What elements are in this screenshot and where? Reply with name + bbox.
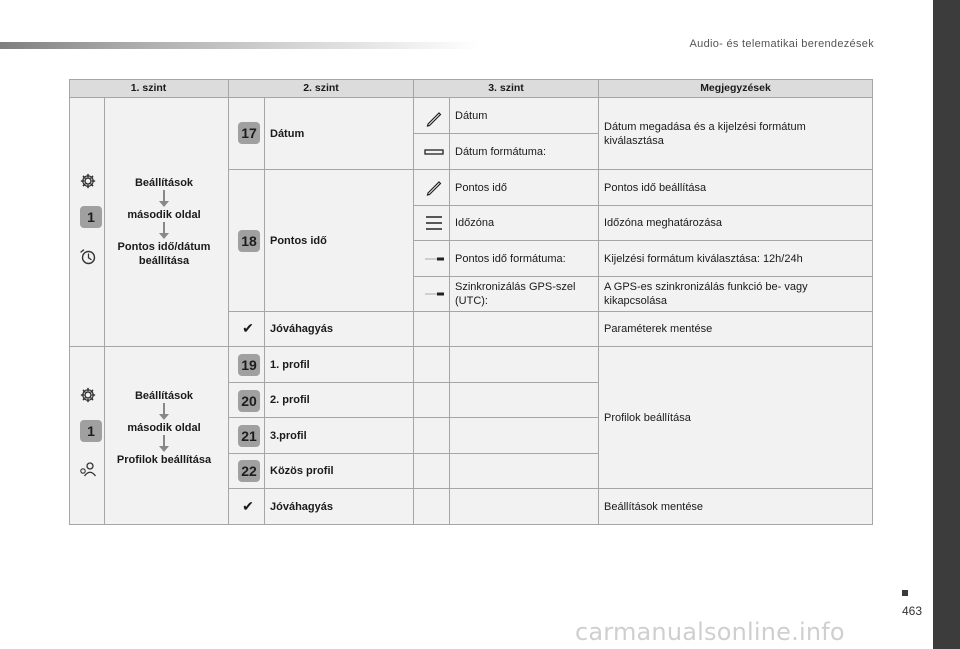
sub-time-format: Pontos idő formátuma: xyxy=(450,241,599,277)
row-date-label: Dátum xyxy=(265,98,414,170)
path-step: Beállítások xyxy=(134,177,194,189)
empty-cell xyxy=(450,312,599,347)
page-header-title: Audio- és telematikai berendezések xyxy=(689,38,874,50)
empty-cell xyxy=(414,489,450,525)
empty-cell xyxy=(450,454,599,489)
header-level1: 1. szint xyxy=(69,79,229,98)
section2-path xyxy=(104,389,224,467)
clock-icon xyxy=(78,247,98,267)
empty-cell xyxy=(414,312,450,347)
note-confirm: Paraméterek mentése xyxy=(599,312,873,347)
path-step: második oldal xyxy=(127,209,201,221)
empty-cell xyxy=(450,383,599,418)
note-date: Dátum megadása és a kijelzési formátum kiválasztása xyxy=(599,98,873,170)
settings-gear-icon xyxy=(78,171,98,191)
empty-cell xyxy=(450,418,599,454)
header-level2: 2. szint xyxy=(229,79,414,98)
pencil-icon xyxy=(423,107,445,129)
note-time: Pontos idő beállítása xyxy=(599,170,873,206)
step-badge: 18 xyxy=(238,230,260,252)
sub-date: Dátum xyxy=(450,98,599,134)
sub-timezone: Időzóna xyxy=(450,206,599,241)
empty-cell xyxy=(414,347,450,383)
page-number: 463 xyxy=(902,604,923,618)
note-profiles: Profilok beállítása xyxy=(599,347,873,489)
pencil-icon xyxy=(423,176,445,198)
arrow-down-icon xyxy=(159,435,169,453)
note-confirm2: Beállítások mentése xyxy=(599,489,873,525)
step-badge: 21 xyxy=(238,425,260,447)
empty-cell xyxy=(450,489,599,525)
slider-bar-icon xyxy=(423,141,445,163)
arrow-down-icon xyxy=(159,222,169,240)
list-icon xyxy=(423,212,445,234)
step-badge: 17 xyxy=(238,122,260,144)
level1-badge: 1 xyxy=(80,420,102,442)
step-badge: 22 xyxy=(238,460,260,482)
watermark: carmanualsonline.info xyxy=(575,618,845,646)
step-badge: 19 xyxy=(238,354,260,376)
path-step: Beállítások xyxy=(134,390,194,402)
path-step: Pontos idő/dátum beállítása xyxy=(117,241,211,267)
checkmark-icon: ✔ xyxy=(242,498,254,514)
settings-gear-icon xyxy=(78,385,98,405)
arrow-down-icon xyxy=(159,403,169,421)
header-gradient-bar xyxy=(0,42,480,49)
note-time-format: Kijelzési formátum kiválasztása: 12h/24h xyxy=(599,241,873,277)
header-level3: 3. szint xyxy=(414,79,599,98)
empty-cell xyxy=(414,454,450,489)
sub-date-format: Dátum formátuma: xyxy=(450,134,599,170)
sub-gps-sync: Szinkronizálás GPS-szel (UTC): xyxy=(450,277,599,312)
step-badge: 20 xyxy=(238,390,260,412)
row-confirm2-label: Jóváhagyás xyxy=(265,489,414,525)
row-confirm-label: Jóváhagyás xyxy=(265,312,414,347)
header-notes: Megjegyzések xyxy=(599,79,873,98)
checkmark-icon: ✔ xyxy=(242,320,254,336)
row-time-label: Pontos idő xyxy=(265,170,414,312)
empty-cell xyxy=(450,347,599,383)
sub-time: Pontos idő xyxy=(450,170,599,206)
profile-icon xyxy=(78,459,98,479)
row-profile2-label: 2. profil xyxy=(265,383,414,418)
note-timezone: Időzóna meghatározása xyxy=(599,206,873,241)
dash-icon xyxy=(423,248,445,270)
level1-badge: 1 xyxy=(80,206,102,228)
row-profile1-label: 1. profil xyxy=(265,347,414,383)
arrow-down-icon xyxy=(159,190,169,208)
path-step: második oldal xyxy=(127,422,201,434)
row-profile3-label: 3.profil xyxy=(265,418,414,454)
row-common-profile-label: Közös profil xyxy=(265,454,414,489)
note-gps-sync: A GPS-es szinkronizálás funkció be- vagy kikapcsolása xyxy=(599,277,873,312)
page-edge-bar xyxy=(933,0,960,649)
section1-path xyxy=(104,176,224,268)
dash-icon xyxy=(423,283,445,305)
path-step: Profilok beállítása xyxy=(116,454,212,466)
empty-cell xyxy=(414,383,450,418)
empty-cell xyxy=(414,418,450,454)
page-marker xyxy=(902,590,908,596)
